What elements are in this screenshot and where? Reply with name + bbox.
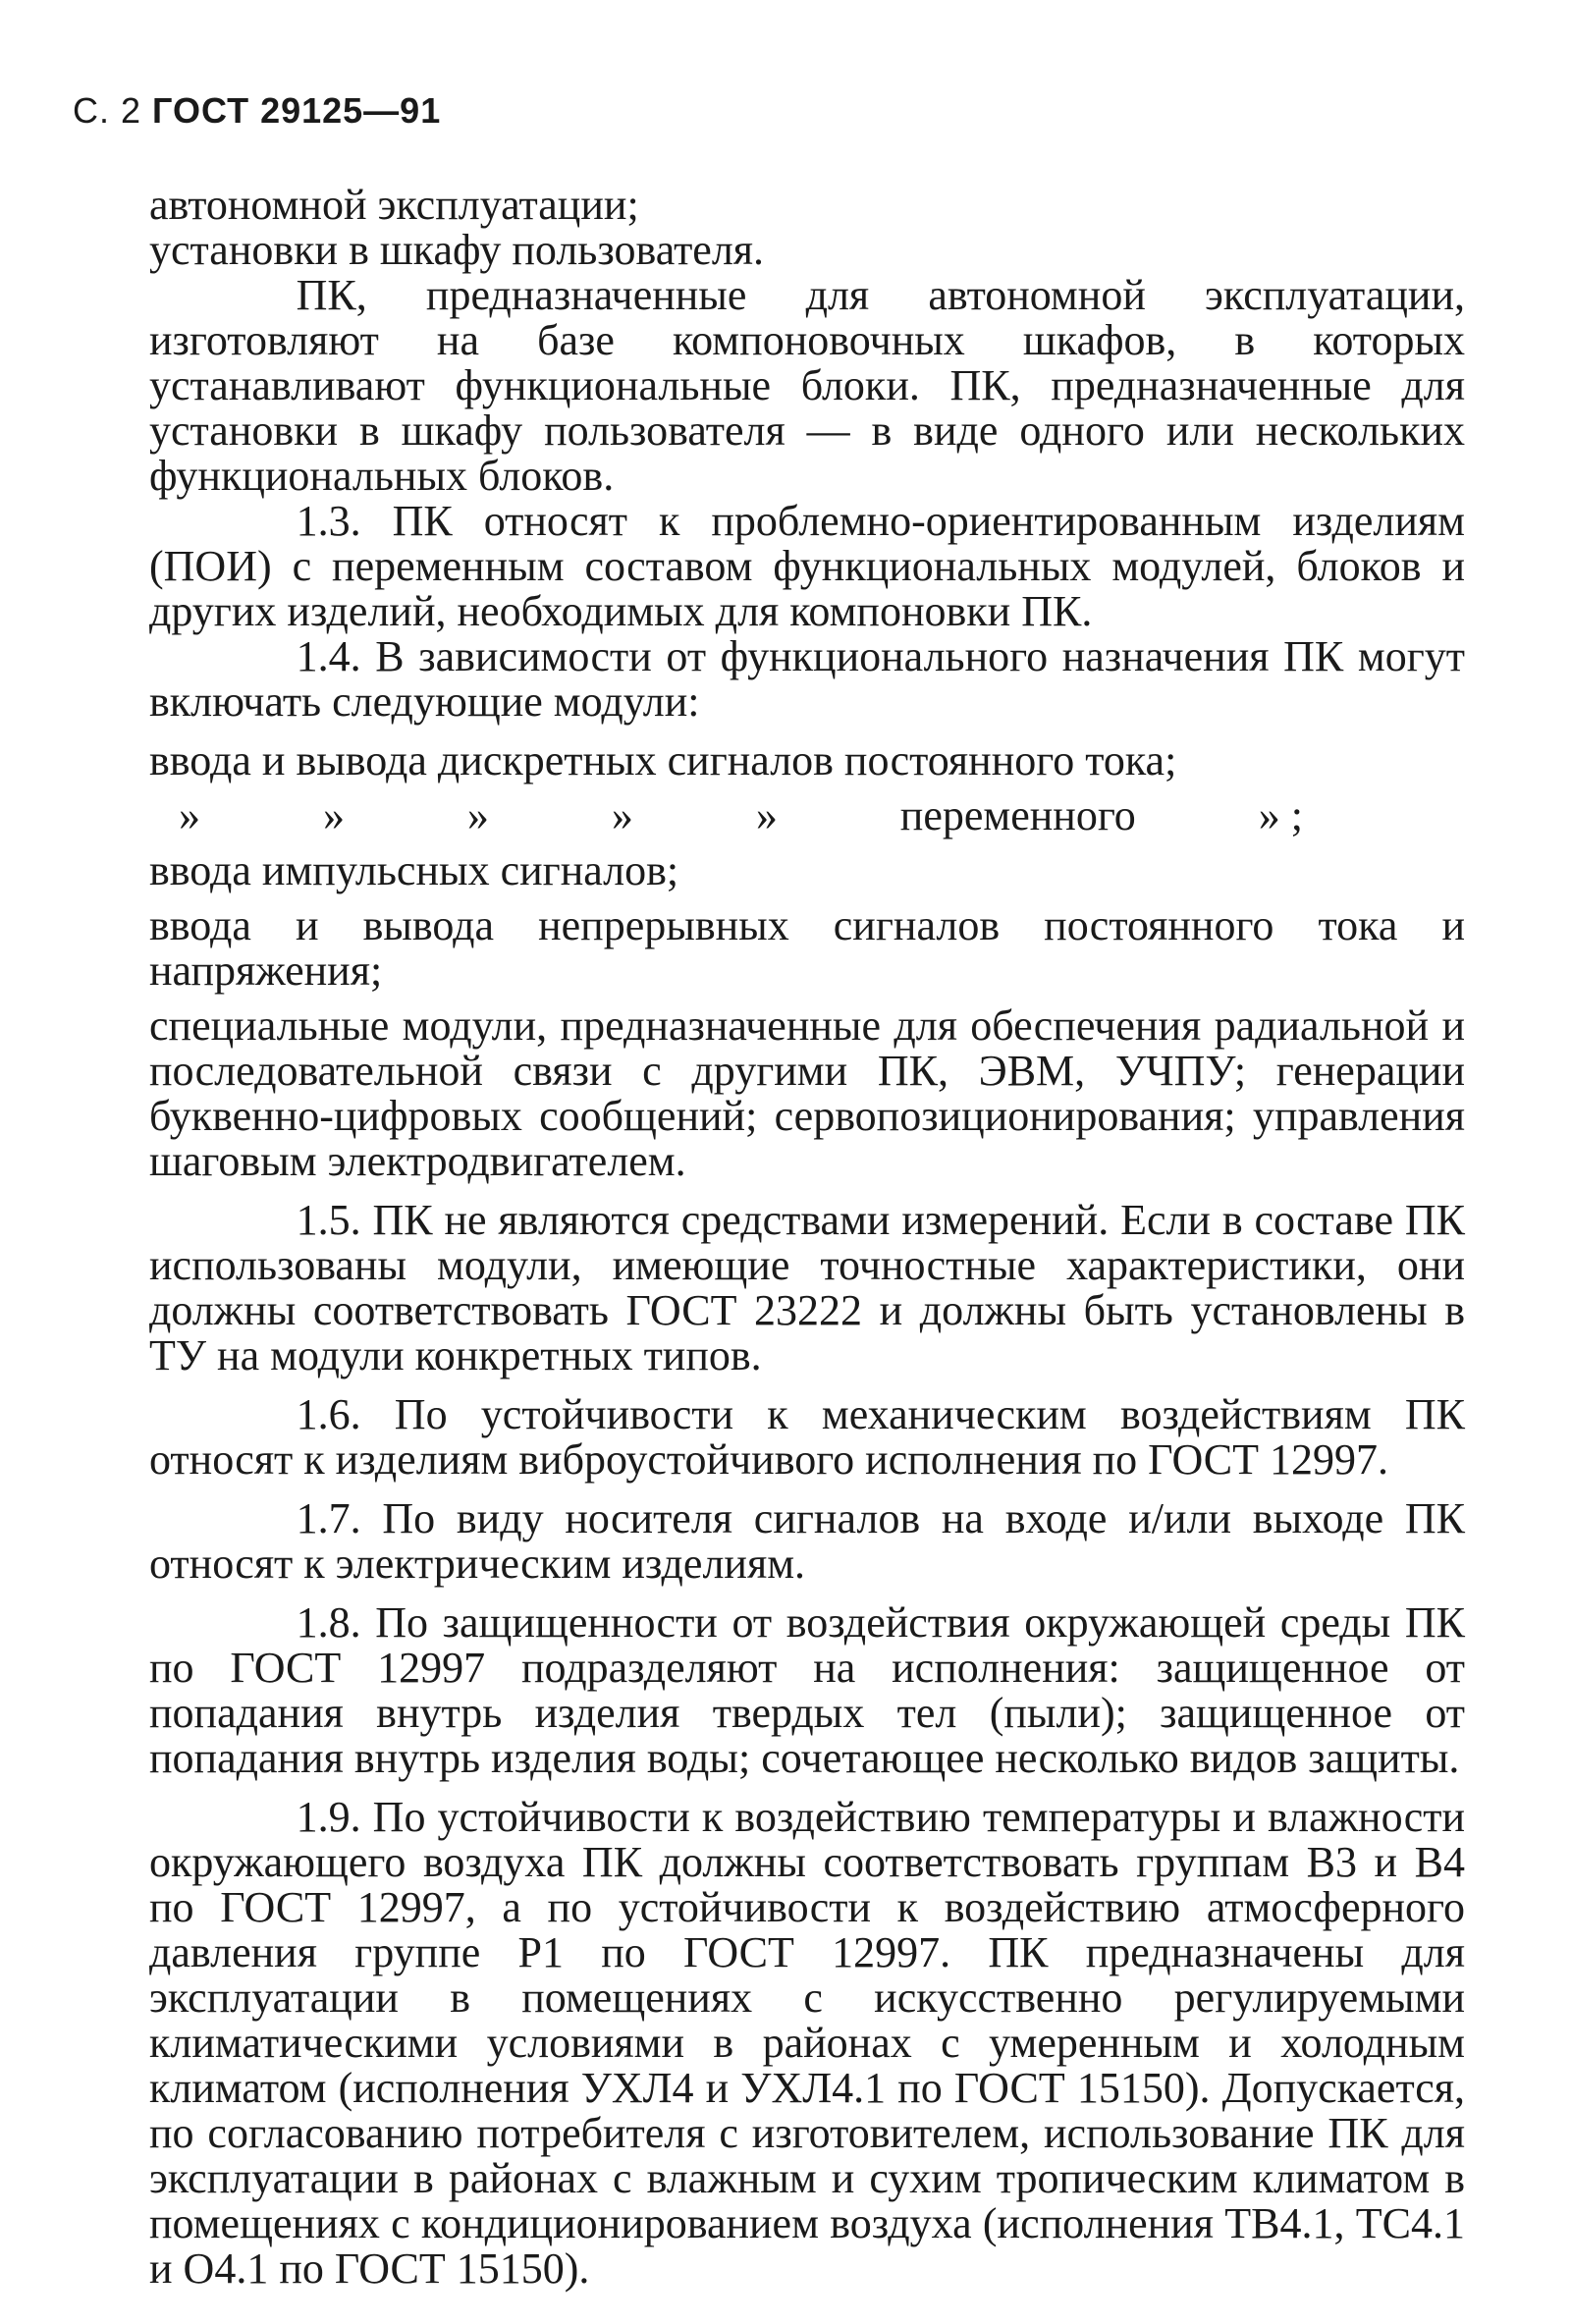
clause-1-9: 1.9. По устойчивости к воздействию температуры и влажности окружающего воздуха ПК должны соответствовать группам В3 и В4 по ГОСТ 12997, а по устойчивости к воздействию атмосферного давления группе Р1 по ГОСТ 12997. ПК предназначены для эксплуатации в помещениях с искусственно регулируемыми климатическими условиями в районах с умеренным и холодным климатом (исполнения УХЛ4 и УХЛ4.1 по ГОСТ 15150). Допускается, по согласованию потребителя с изготовителем, использование ПК для эксплуатации в районах с влажным и сухим тропическим климатом в помещениях с кондиционированием воздуха (исполнения ТВ4.1, ТС4.1 и О4.1 по ГОСТ 15150).: [149, 1793, 1465, 2293]
list-item: ввода и вывода непрерывных сигналов постоянного тока и напряжения;: [149, 901, 1465, 995]
list-item: ввода импульсных сигналов;: [149, 846, 679, 894]
clause-1-6: 1.6. По устойчивости к механическим воздействиям ПК относят к изделиям виброустойчивого исполнения по ГОСТ 12997.: [149, 1390, 1465, 1484]
clause-1-8: 1.8. По защищенности от воздействия окружающей среды ПК по ГОСТ 12997 подразделяют на исполнения: защищенное от попадания внутрь изделия твердых тел (пыли); защищенное от попадания внутрь изделия воды; сочетающее несколько видов защиты.: [149, 1598, 1465, 1782]
list-item: установки в шкафу пользователя.: [149, 226, 765, 274]
list-item: автономной эксплуатации;: [149, 181, 639, 229]
ditto-mark: »: [322, 791, 345, 839]
document-body: [149, 183, 1465, 2292]
standard-code: ГОСТ 29125—91: [152, 90, 442, 131]
ditto-mark: »: [466, 791, 489, 839]
paragraph: ПК, предназначенные для автономной эксплуатации, изготовляют на базе компоновочных шкафов, в которых устанавливают функциональные блоки. ПК, предназначенные для установки в шкафу пользователя — в виде одного или нескольких функциональных блоков.: [149, 271, 1465, 500]
page-number: С. 2: [73, 90, 142, 131]
ditto-mark: »: [179, 791, 200, 839]
ditto-word: переменного: [899, 791, 1136, 839]
ditto-mark: »: [611, 791, 633, 839]
clause-1-5: 1.5. ПК не являются средствами измерений. Если в составе ПК использованы модули, имеющие точностные характеристики, они должны соответствовать ГОСТ 23222 и должны быть установлены в ТУ на модули конкретных типов.: [149, 1196, 1465, 1379]
list-item: ввода и вывода дискретных сигналов постоянного тока;: [149, 736, 1177, 784]
clause-1-7: 1.7. По виду носителя сигналов на входе и/или выходе ПК относят к электрическим изделиям.: [149, 1494, 1465, 1588]
ditto-line: [179, 793, 1303, 838]
clause-1-3: 1.3. ПК относят к проблемно-ориентированным изделиям (ПОИ) с переменным составом функциональных модулей, блоков и других изделий, необходимых для компоновки ПК.: [149, 497, 1465, 635]
ditto-mark: »: [755, 791, 778, 839]
clause-1-4: 1.4. В зависимости от функционального назначения ПК могут включать следующие модули:: [149, 632, 1465, 726]
ditto-end: » ;: [1258, 791, 1303, 839]
page-header: [73, 90, 441, 132]
list-item: специальные модули, предназначенные для обеспечения радиальной и последовательной связи с другими ПК, ЭВМ, УЧПУ; генерации буквенно-цифровых сообщений; сервопозиционирования; управления шаговым электродвигателем.: [149, 1001, 1465, 1185]
